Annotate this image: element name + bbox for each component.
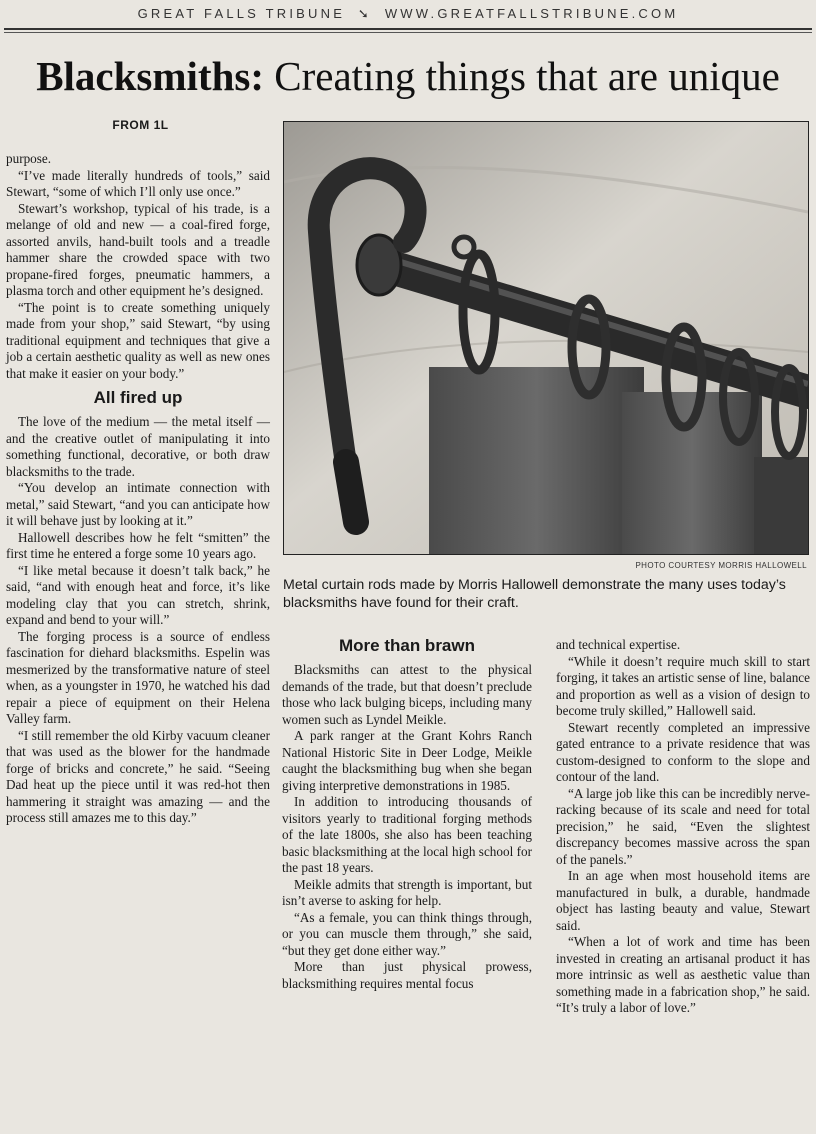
paragraph: Stewart’s workshop, typical of his trade, is a melange of old and new — a coal-fired forge, assorted anvils, hand-built tools and a treadle hammer share the crowded space with two propane-fired forges, pneumatic hammers, a plasma torch and other equipment he’s designed. <box>6 200 270 298</box>
headline-bold: Blacksmiths: <box>36 53 264 99</box>
paragraph: “You develop an intimate connection with metal,” said Stewart, “and you can anticipate how it will behave just by looking at it.” <box>6 480 270 528</box>
masthead-rule-thin <box>4 32 812 33</box>
paragraph: “The point is to create something uniquely made from your shop,” said Stewart, “by using traditional equipment and techniques that give a job a certain aesthetic quality as well as new ones that make it easier on your body.” <box>6 299 270 381</box>
photo-credit: PHOTO COURTESY MORRIS HALLOWELL <box>635 561 807 570</box>
cursor-arrow-icon: ➘ <box>357 6 372 21</box>
paragraph: “I’ve made literally hundreds of tools,” said Stewart, “some of which I’ll only use once.” <box>6 167 270 199</box>
subhead-all-fired-up: All fired up <box>93 388 183 407</box>
curtain-rod-photo <box>283 121 809 555</box>
paragraph: “A large job like this can be incredibly nerve-racking because of its scale and need for total precision,” he said, “Even the slightest discrepancy becomes massive across the span of the panels.” <box>556 785 810 867</box>
paragraph: “While it doesn’t require much skill to start forging, it takes an artistic sense of line, balance and proportion as well as a vision of design to become truly skilled,” Hallowell said. <box>556 653 810 718</box>
paragraph: Blacksmiths can attest to the physical demands of the trade, but that doesn’t preclude those who lack bulging biceps, including many women such as Lyndel Meikle. <box>282 662 532 727</box>
paragraph: In an age when most household items are manufactured in bulk, a durable, handmade object has lasting beauty and value, Stewart said. <box>556 868 810 933</box>
article-column-3 <box>556 637 810 1017</box>
paragraph: In addition to introducing thousands of visitors yearly to traditional forging methods of the late 1800s, she also has been teaching basic blacksmithing at the local high school for the past 18 years. <box>282 794 532 875</box>
masthead-url[interactable]: WWW.GREATFALLSTRIBUNE.COM <box>384 6 679 21</box>
paragraph: Stewart recently completed an impressive gated entrance to a private residence that was custom-designed to conform to the slope and contour of the land. <box>556 719 810 784</box>
article-headline <box>0 52 816 100</box>
subhead-more-than-brawn: More than brawn <box>338 636 475 655</box>
photo-caption: Metal curtain rods made by Morris Hallowell demonstrate the many uses today’s blacksmiths have found for their craft. <box>283 577 786 611</box>
paragraph: and technical expertise. <box>556 637 681 652</box>
paragraph: “I still remember the old Kirby vacuum cleaner that was used as the blower for the handmade forge of bricks and concrete,” he said. “Seeing Dad heat up the piece until it was red-hot then hammering it straight was amazing — and the process still amazes me to this day.” <box>6 727 270 825</box>
jump-line: FROM 1L <box>112 118 169 132</box>
headline-rest: Creating things that are unique <box>264 53 780 99</box>
paragraph: Hallowell describes how he felt “smitten” the first time he entered a forge some 10 years ago. <box>6 529 270 561</box>
masthead-paper-name: GREAT FALLS TRIBUNE <box>137 6 346 21</box>
paragraph: “I like metal because it doesn’t talk back,” he said, “and with enough heat and force, it’s like modeling clay that you can stretch, shrink, expand and bend to your will.” <box>6 562 270 627</box>
paragraph: The love of the medium — the metal itself — and the creative outlet of manipulating it into something functional, decorative, or both draw blacksmiths to the trade. <box>6 414 270 479</box>
paragraph: purpose. <box>6 151 52 166</box>
paragraph: The forging process is a source of endless fascination for diehard blacksmiths. Espelin was mesmerized by the transformative nature of steel when, as a youngster in 1970, he watched his dad repair a piece of equipment on their Helena Valley farm. <box>6 628 270 726</box>
masthead-rule <box>4 28 812 30</box>
curtain-rod-illustration <box>284 122 808 554</box>
paragraph: “When a lot of work and time has been invested in creating an artisanal product it has more intrinsic as well as aesthetic value than something made in a fabrication shop,” he said. “It’s truly a labor of love.” <box>556 934 810 1015</box>
article-column-2 <box>282 636 532 992</box>
paragraph: More than just physical prowess, blacksmithing requires mental focus <box>282 959 532 991</box>
masthead <box>0 6 816 22</box>
paragraph: “As a female, you can think things through, or you can muscle them through,” she said, “but they get done either way.” <box>282 909 532 958</box>
paragraph: A park ranger at the Grant Kohrs Ranch National Historic Site in Deer Lodge, Meikle caught the blacksmithing bug when she began giving interpretive demonstrations in 1985. <box>282 728 532 793</box>
article-column-1 <box>6 151 270 827</box>
paragraph: Meikle admits that strength is important, but isn’t averse to asking for help. <box>282 876 532 908</box>
